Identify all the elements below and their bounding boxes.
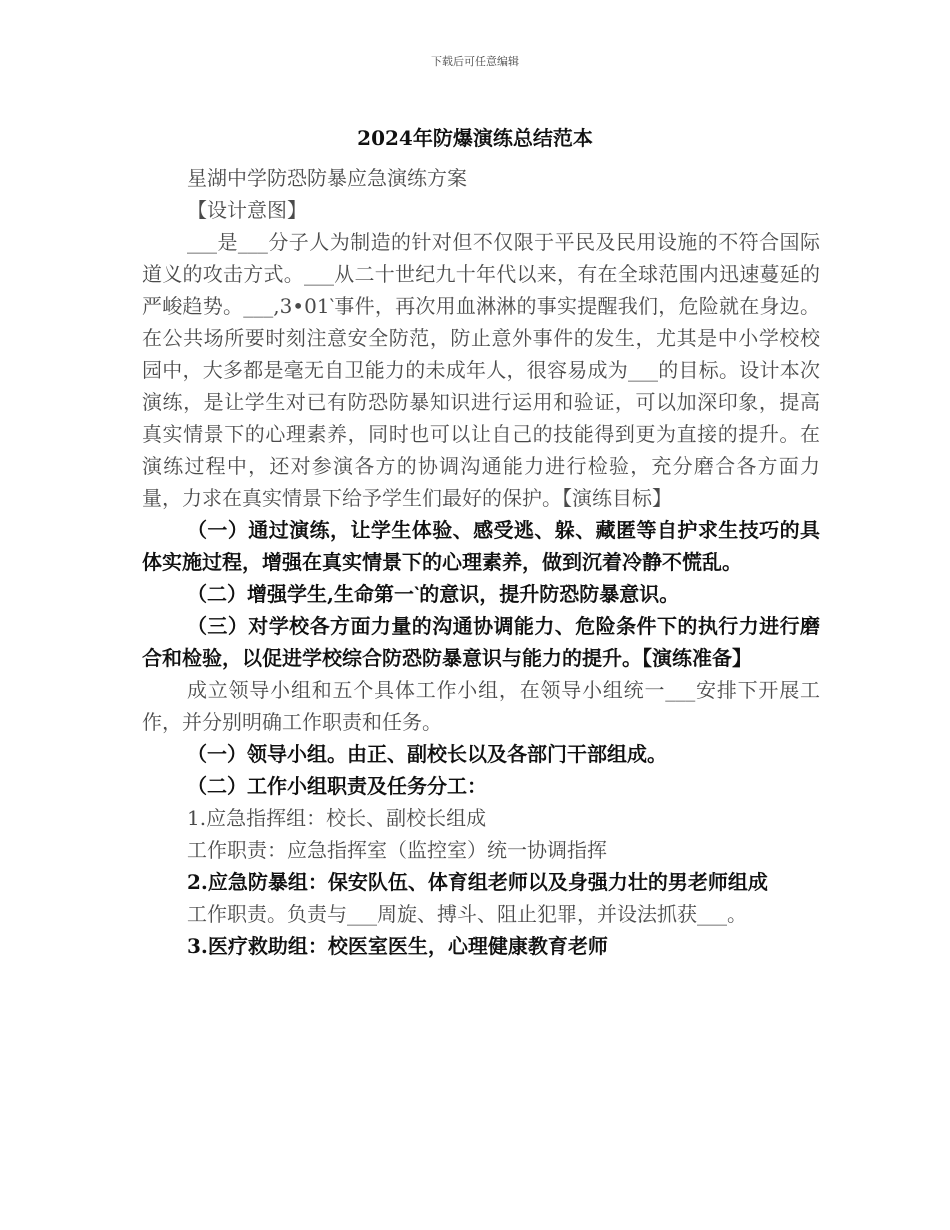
header-note: 下载后可任意编辑 xyxy=(431,55,519,68)
preparation-paragraph: 成立领导小组和五个具体工作小组，在领导小组统一___安排下开展工作，并分别明确工作职责和任务。 xyxy=(142,678,820,734)
group-2-title: 2.应急防暴组：保安队伍、体育组老师以及身强力壮的男老师组成 xyxy=(187,870,768,894)
goal-item-1: （一）通过演练，让学生体验、感受逃、躲、藏匿等自护求生技巧的具体实施过程，增强在真实情景下的心理素养，做到沉着冷静不慌乱。 xyxy=(142,518,820,574)
prep-item-workgroups: （二）工作小组职责及任务分工： xyxy=(187,774,487,798)
document-body xyxy=(142,162,820,962)
goal-item-2: （二）增强学生,生命第一‵的意识，提升防恐防暴意识。 xyxy=(187,582,680,606)
plan-title: 星湖中学防恐防暴应急演练方案 xyxy=(187,166,467,190)
goal-item-3: （三）对学校各方面力量的沟通协调能力、危险条件下的执行力进行磨合和检验，以促进学校综合防恐防暴意识与能力的提升。【演练准备】 xyxy=(142,614,820,670)
design-intent-paragraph: ___是___分子人为制造的针对但不仅限于平民及民用设施的不符合国际道义的攻击方式。___从二十世纪九十年代以来，有在全球范围内迅速蔓延的严峻趋势。___,3•01‵事件，再次用血淋淋的事实提醒我们，危险就在身边。在公共场所要时刻注意安全防范，防止意外事件的发生，尤其是中小学校校园中，大多都是毫无自卫能力的未成年人，很容易成为___的目标。设计本次演练，是让学生对已有防恐防暴知识进行运用和验证，可以加深印象，提高真实情景下的心理素养，同时也可以让自己的技能得到更为直接的提升。在演练过程中，还对参演各方的协调沟通能力进行检验，充分磨合各方面力量，力求在真实情景下给予学生们最好的保护。【演练目标】 xyxy=(142,230,820,510)
group-1-title: 1.应急指挥组：校长、副校长组成 xyxy=(187,806,487,830)
group-3-title: 3.医疗救助组：校医室医生，心理健康教育老师 xyxy=(187,934,608,958)
prep-item-leadership: （一）领导小组。由正、副校长以及各部门干部组成。 xyxy=(187,742,667,766)
document-title: 2024年防爆演练总结范本 xyxy=(357,126,593,150)
group-1-duty: 工作职责：应急指挥室（监控室）统一协调指挥 xyxy=(187,838,607,862)
section-heading-design-intent: 【设计意图】 xyxy=(187,198,307,222)
group-2-duty: 工作职责。负责与___周旋、搏斗、阻止犯罪，并设法抓获___。 xyxy=(187,902,747,926)
